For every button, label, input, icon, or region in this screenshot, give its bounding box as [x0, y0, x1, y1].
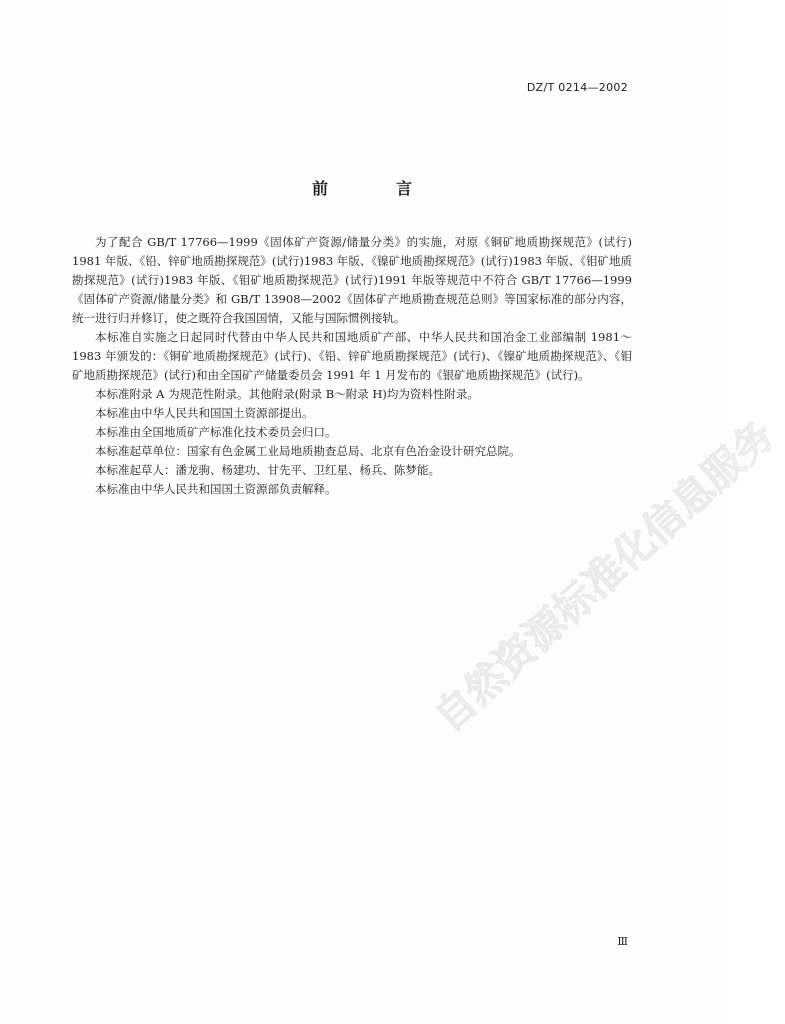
paragraph-replacement: 本标准自实施之日起同时代替由中华人民共和国地质矿产部、中华人民共和国冶金工业部编制 1981～1983 年颁发的：《铜矿地质勘探规范》(试行)、《铅、锌矿地质勘探规范》(试行)、《镍矿地质勘探规范》、《钼矿地质勘探规范》(试行)和由全国矿产储量委员会 1991 年 1 月发布的《银矿地质勘探规范》(试行)。	[72, 330, 632, 382]
standard-code: DZ/T 0214—2002	[526, 81, 628, 94]
paragraph-drafting-units: 本标准起草单位：国家有色金属工业局地质勘查总局、北京有色冶金设计研究总院。	[95, 444, 521, 458]
paragraph-appendix: 本标准附录 A 为规范性附录。其他附录(附录 B～附录 H)均为资料性附录。	[95, 387, 479, 401]
paragraph-drafters: 本标准起草人：潘龙驹、杨建功、甘先平、卫红星、杨兵、陈梦能。	[95, 463, 440, 477]
paragraph-purpose: 为了配合 GB/T 17766—1999《固体矿产资源/储量分类》的实施，对原《铜矿地质勘探规范》(试行) 1981 年版、《铅、锌矿地质勘探规范》(试行)1983 年版、《镍矿地质勘探规范》(试行)1983 年版、《钼矿地质勘探规范》(试行)1983 年版、《钼矿地质勘探规范》(试行)1991 年版等规范中不符合 GB/T 17766—1999《固体矿产资源/储量分类》和 GB/T 13908—2002《固体矿产地质勘查规范总则》等国家标准的部分内容，统一进行归并修订，使之既符合我国国情，又能与国际惯例接轨。	[72, 235, 632, 325]
paragraph-proposer: 本标准由中华人民共和国国土资源部提出。	[95, 406, 314, 420]
paragraph-interpretation: 本标准由中华人民共和国国土资源部负责解释。	[95, 482, 337, 496]
page-title: 前 言	[311, 179, 438, 198]
paragraph-centralizer: 本标准由全国地质矿产标准化技术委员会归口。	[95, 425, 337, 439]
foreword-body	[72, 233, 632, 499]
watermark: 自然资源标准化信息服务	[426, 412, 784, 741]
page-number: Ⅲ	[617, 935, 628, 948]
